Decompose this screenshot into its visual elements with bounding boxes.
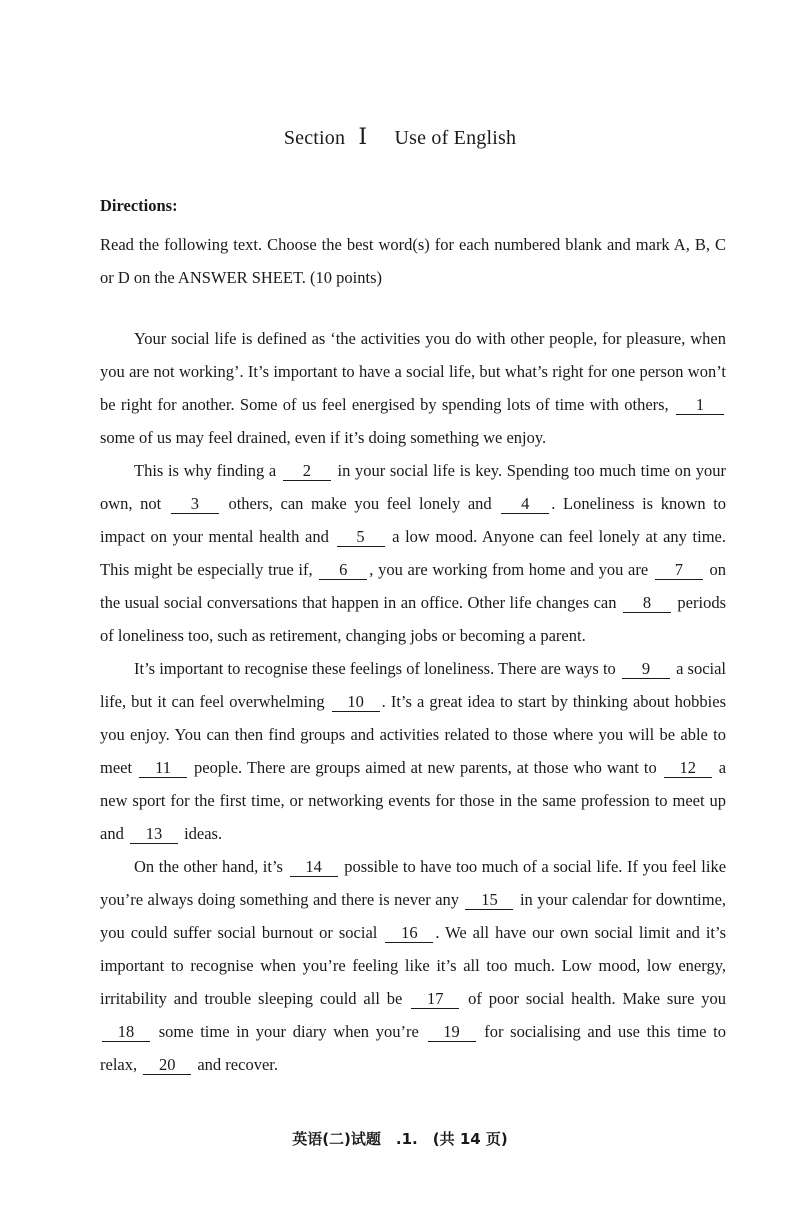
blank-16: 16 bbox=[385, 924, 433, 943]
passage-text: On the other hand, it’s bbox=[134, 857, 283, 876]
blank-13: 13 bbox=[130, 825, 178, 844]
blank-19: 19 bbox=[428, 1023, 476, 1042]
passage-text: This is why finding a bbox=[134, 461, 277, 480]
blank-4: 4 bbox=[501, 495, 549, 514]
section-numeral: Ⅰ bbox=[358, 124, 368, 149]
passage-text: a low mood. Anyone can feel lonely at any time. This might be especially true if, bbox=[100, 527, 727, 579]
blank-6: 6 bbox=[319, 561, 367, 580]
blank-7: 7 bbox=[655, 561, 703, 580]
passage-text: some of us may feel drained, even if it’s doing something we enjoy. bbox=[100, 428, 547, 447]
passage-text: ideas. bbox=[184, 824, 223, 843]
blank-1: 1 bbox=[676, 396, 724, 415]
blank-11: 11 bbox=[139, 759, 187, 778]
directions-text: Read the following text. Choose the best word(s) for each numbered blank and mark A, B, C or D on the ANSWER SHEET. (10 points) bbox=[100, 235, 726, 287]
blank-18: 18 bbox=[102, 1023, 150, 1042]
passage-text: of poor social health. Make sure you bbox=[468, 989, 727, 1008]
paragraph-2 bbox=[100, 454, 726, 652]
passage-text: . It’s a great idea to start by thinking about hobbies you enjoy. You can then find groups and activities related to those where you will be able to meet bbox=[100, 692, 726, 777]
blank-3: 3 bbox=[171, 495, 219, 514]
passage-text: a social life, but it can feel overwhelming bbox=[100, 659, 727, 711]
passage-text: in your calendar for downtime, you could suffer social burnout or social bbox=[100, 890, 727, 942]
blank-8: 8 bbox=[623, 594, 671, 613]
blank-10: 10 bbox=[332, 693, 380, 712]
page-footer: 英语(二)试题 .1. (共 14 页) bbox=[292, 1130, 508, 1148]
blank-9: 9 bbox=[622, 660, 670, 679]
passage-text: on the usual social conversations that happen in an office. Other life changes can bbox=[100, 560, 727, 612]
cloze-passage bbox=[100, 322, 726, 1081]
passage-text: periods of loneliness too, such as retirement, changing jobs or becoming a parent. bbox=[100, 593, 726, 645]
passage-text: people. There are groups aimed at new parents, at those who want to bbox=[194, 758, 657, 777]
section-prefix: Section bbox=[283, 127, 346, 149]
paragraph-4 bbox=[100, 850, 726, 1081]
passage-text: and recover. bbox=[197, 1055, 278, 1074]
passage-text: , you are working from home and you are bbox=[369, 560, 649, 579]
passage-text: for socialising and use this time to relax, bbox=[100, 1022, 727, 1074]
passage-text: possible to have too much of a social life. If you feel like you’re always doing something and there is never any bbox=[100, 857, 727, 909]
blank-20: 20 bbox=[143, 1056, 191, 1075]
paragraph-3 bbox=[100, 652, 726, 850]
directions-label: Directions: bbox=[100, 196, 178, 215]
blank-14: 14 bbox=[290, 858, 338, 877]
blank-15: 15 bbox=[465, 891, 513, 910]
passage-text: some time in your diary when you’re bbox=[158, 1022, 419, 1041]
passage-text: . Loneliness is known to impact on your mental health and bbox=[100, 494, 727, 546]
section-title bbox=[0, 124, 800, 150]
blank-17: 17 bbox=[411, 990, 459, 1009]
paragraph-1 bbox=[100, 322, 726, 454]
blank-2: 2 bbox=[283, 462, 331, 481]
passage-text: . We all have our own social limit and it’s important to recognise when you’re feeling like it’s all too much. Low mood, low energy, irritability and trouble sleeping could all be bbox=[100, 923, 726, 1008]
section-name: Use of English bbox=[394, 127, 517, 149]
passage-text: It’s important to recognise these feelings of loneliness. There are ways to bbox=[134, 659, 616, 678]
blank-5: 5 bbox=[337, 528, 385, 547]
blank-12: 12 bbox=[664, 759, 712, 778]
passage-text: in your social life is key. Spending too much time on your own, not bbox=[100, 461, 727, 513]
passage-text: a new sport for the first time, or networking events for those in the same profession to meet up and bbox=[100, 758, 727, 843]
passage-text: Your social life is defined as ‘the activities you do with other people, for pleasure, when you are not working’. It’s important to have a social life, but what’s right for one person won’t be right for another. Some of us feel energised by spending lots of time with others, bbox=[100, 329, 726, 414]
passage-text: others, can make you feel lonely and bbox=[228, 494, 492, 513]
